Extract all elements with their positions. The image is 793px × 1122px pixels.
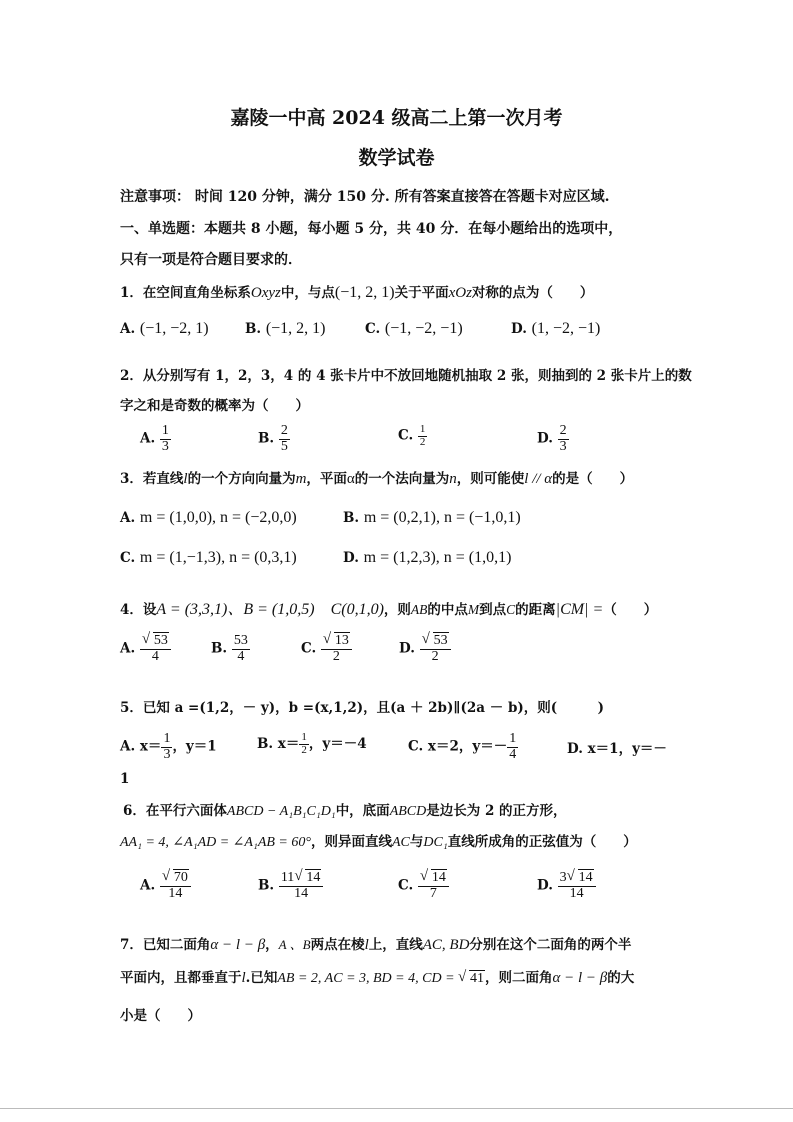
option-label: A. [140,877,156,894]
notice-line: 注意事项： 时间 120 分钟，满分 150 分. 所有答案直接答在答题卡对应区域. [120,189,610,205]
q6-text: 与 [409,834,424,850]
option-value: (−1, −2, −1) [384,320,463,337]
q6-text: 直线所成角的正弦值为（ ） [447,834,637,850]
q1-coord-system: Oxyz [250,285,281,301]
q7-text: ， [265,937,279,953]
option-fraction: $\frac{2}{3}$ [559,423,567,454]
option-label: B. [211,640,228,657]
q6-text: 是边长为 2 的正方形， [426,803,567,819]
option-label: B. [258,430,275,447]
q4-stem [120,596,657,619]
q6-stem-line2 [120,830,637,851]
q7-text: 7．已知二面角 [120,937,211,953]
q1-point: (−1, 2, 1) [334,284,395,301]
option-fraction: $\frac{53}{4}$ [233,633,248,664]
q6-option-d [537,868,596,901]
q3-line-l: l [183,471,188,487]
q7-text: 的大 [607,970,635,986]
option-label: C. [301,640,317,657]
q2-stem-line1: 2．从分别写有 1，2，3，4 的 4 张卡片中不放回地随机抽取 2 张，则抽到的 2 张卡片上的数 [120,368,692,384]
option-label: C. [398,427,414,444]
q7-stem-line2 [120,966,634,987]
q3-text: 的一个方向向量为 [187,471,296,487]
option-label: C. [365,321,381,337]
option-label: A. [140,430,156,447]
q7-dihedral: α − l − β [210,937,266,953]
q6-option-c [398,868,449,901]
option-fraction: $\frac{1}{4}$ [509,731,517,762]
q5-option-d: D. x＝1，y＝－ [567,741,667,757]
q4-text: 的距离 [515,602,556,618]
q7-lengths: AB = 2, AC = 3, BD = 4, CD = [277,971,459,986]
option-value: m = (1,2,3), n = (1,0,1) [363,549,512,566]
q1-stem-text-2: 中，与点 [280,285,335,301]
q7-edge-l: l [364,937,369,953]
option-label: B. [258,877,275,894]
q1-option-d [511,320,600,338]
q7-dihedral: α − l − β [552,970,608,986]
option-text: C. x＝2，y＝－ [408,738,508,755]
q7-text: ，则二面角 [485,970,553,986]
q6-text: ，则异面直线 [310,834,392,850]
option-fraction: √ 13 2 [321,634,352,664]
q4-text: （ ） [603,602,658,618]
option-text: A. x＝ [120,738,162,755]
q5-option-d-wrap: 1 [120,771,130,787]
q6-text: 6．在平行六面体 [123,803,227,819]
q1-stem-text-1: 1．在空间直角坐标系 [120,285,251,301]
option-value: m = (0,2,1), n = (−1,0,1) [363,509,521,526]
q3-text: ，平面 [306,471,347,487]
option-fraction: $\frac{1}{3}$ [161,423,169,454]
q4-point-m: M [467,602,480,617]
q2-option-b [258,424,290,454]
q1-stem-text-3: 关于平面 [394,285,449,301]
option-label: D. [537,430,553,447]
q4-point-c: C [506,602,516,617]
q3-vector-m: m [295,471,307,487]
q4-option-a [120,631,171,664]
q6-base: ABCD [389,804,427,819]
option-fraction: $\frac{1}{2}$ [419,423,426,448]
q7-text: .已知 [245,970,278,986]
option-fraction: √ 14 7 [418,871,449,901]
option-value: (−1, 2, 1) [265,320,326,337]
option-label: A. [120,640,136,657]
option-value: m = (1,0,0), n = (−2,0,0) [139,509,297,526]
q2-option-d [537,424,569,454]
q3-option-b [343,509,521,527]
q7-text: 平面内，且都垂直于 [120,970,242,986]
q6-text: 中，底面 [335,803,390,819]
option-fraction: $\frac{2}{5}$ [280,423,288,454]
q3-option-a [120,509,297,527]
option-fraction: 3 √ 14 14 [558,871,596,901]
q3-option-c [120,549,297,567]
q7-edge-l: l [241,970,246,986]
exam-title: 嘉陵一中高 2024 级高二上第一次月考 [230,107,563,129]
q4-text: 4．设 [120,602,157,618]
q4-segment-ab: AB [410,602,428,617]
option-label: D. [399,640,415,657]
q6-condition: AA₁ = 4, ∠A₁AD = ∠A₁AB = 60° [120,835,311,850]
q7-text: 分别在这个二面角的两个半 [469,937,632,953]
option-value: (−1, −2, 1) [139,320,209,337]
q1-stem [120,281,593,302]
q3-text: ，则可能使 [456,471,525,487]
q7-text: 两点在棱 [310,937,365,953]
q3-text: 的一个法向量为 [354,471,450,487]
q1-option-c [365,320,463,338]
option-label: C. [120,550,136,566]
q6-option-b [258,868,323,901]
q6-option-a [140,868,191,901]
page-bottom-divider [0,1108,793,1109]
option-value: (1, −2, −1) [531,320,601,337]
section-heading-line2: 只有一项是符合题目要求的． [120,252,302,268]
option-label: D. [537,877,553,894]
option-fraction: 11 √ 14 14 [279,871,323,901]
option-label: B. [343,510,360,526]
option-label: D. [343,550,359,566]
q5-stem: 5．已知 a =(1,2，－ y)，b =(x,1,2)，且(a ＋ 2b)∥(2a － b)，则( ) [120,700,605,716]
q4-distance: |CM| = [555,601,604,618]
option-value: m = (1,−1,3), n = (0,3,1) [139,549,297,566]
q2-option-c [398,424,427,448]
q6-line-dc1: DC₁ [423,835,448,850]
q1-plane: xOz [448,285,472,301]
q6-stem-line1 [123,799,567,820]
q3-option-d [343,549,511,567]
q5-option-c [408,732,518,762]
q1-option-a [120,320,209,338]
q3-vector-n: n [449,471,457,487]
q2-option-a [140,424,171,454]
option-text: ，y＝－4 [308,736,367,752]
q7-points: A 、B [278,937,311,952]
option-label: C. [398,877,414,894]
section-heading-line1: 一、单选题：本题共 8 小题，每小题 5 分，共 40 分．在每小题给出的选项中， [120,221,623,237]
q4-text: ，则 [383,602,411,618]
option-text: ，y＝1 [172,738,217,755]
q7-cd-sqrt: √ 41 [458,969,485,986]
q5-option-a [120,732,217,762]
q1-option-b [245,320,326,338]
option-label: A. [120,321,136,337]
q6-solid: ABCD − A₁B₁C₁D₁ [226,804,336,819]
q4-text: 到点 [479,602,507,618]
q3-text: 3．若直线 [120,471,184,487]
q3-stem [120,467,633,488]
q4-option-d [399,631,451,664]
q4-points: A = (3,3,1)、B = (1,0,5) C(0,1,0) [156,601,384,618]
q3-text: 的是（ ） [552,471,634,487]
option-fraction: $\frac{1}{3}$ [163,731,171,762]
q3-plane-alpha: α [346,471,355,487]
q7-stem-line3: 小是（ ） [120,1008,201,1024]
q2-stem-line2: 字之和是奇数的概率为（ ） [120,398,309,414]
option-fraction: √ 53 2 [420,634,451,664]
option-fraction: √ 53 4 [140,634,171,664]
q1-stem-text-4: 对称的点为（ ） [471,285,594,301]
q3-condition: l // α [524,471,553,487]
q4-text: 的中点 [427,602,468,618]
option-label: A. [120,510,136,526]
q5-option-b [257,732,367,757]
q6-line-ac: AC [391,835,410,850]
exam-subtitle: 数学试卷 [358,147,435,169]
option-fraction: √ 70 14 [160,871,191,901]
option-fraction: $\frac{1}{2}$ [301,731,307,756]
q7-lines: AC, BD [422,937,470,953]
q4-option-c [301,631,352,664]
q7-stem-line1 [120,933,631,954]
q7-text: 上，直线 [368,937,423,953]
option-label: D. [511,321,527,337]
q4-option-b [211,634,250,664]
option-label: B. [245,321,262,337]
option-text: B. x＝ [257,736,300,752]
